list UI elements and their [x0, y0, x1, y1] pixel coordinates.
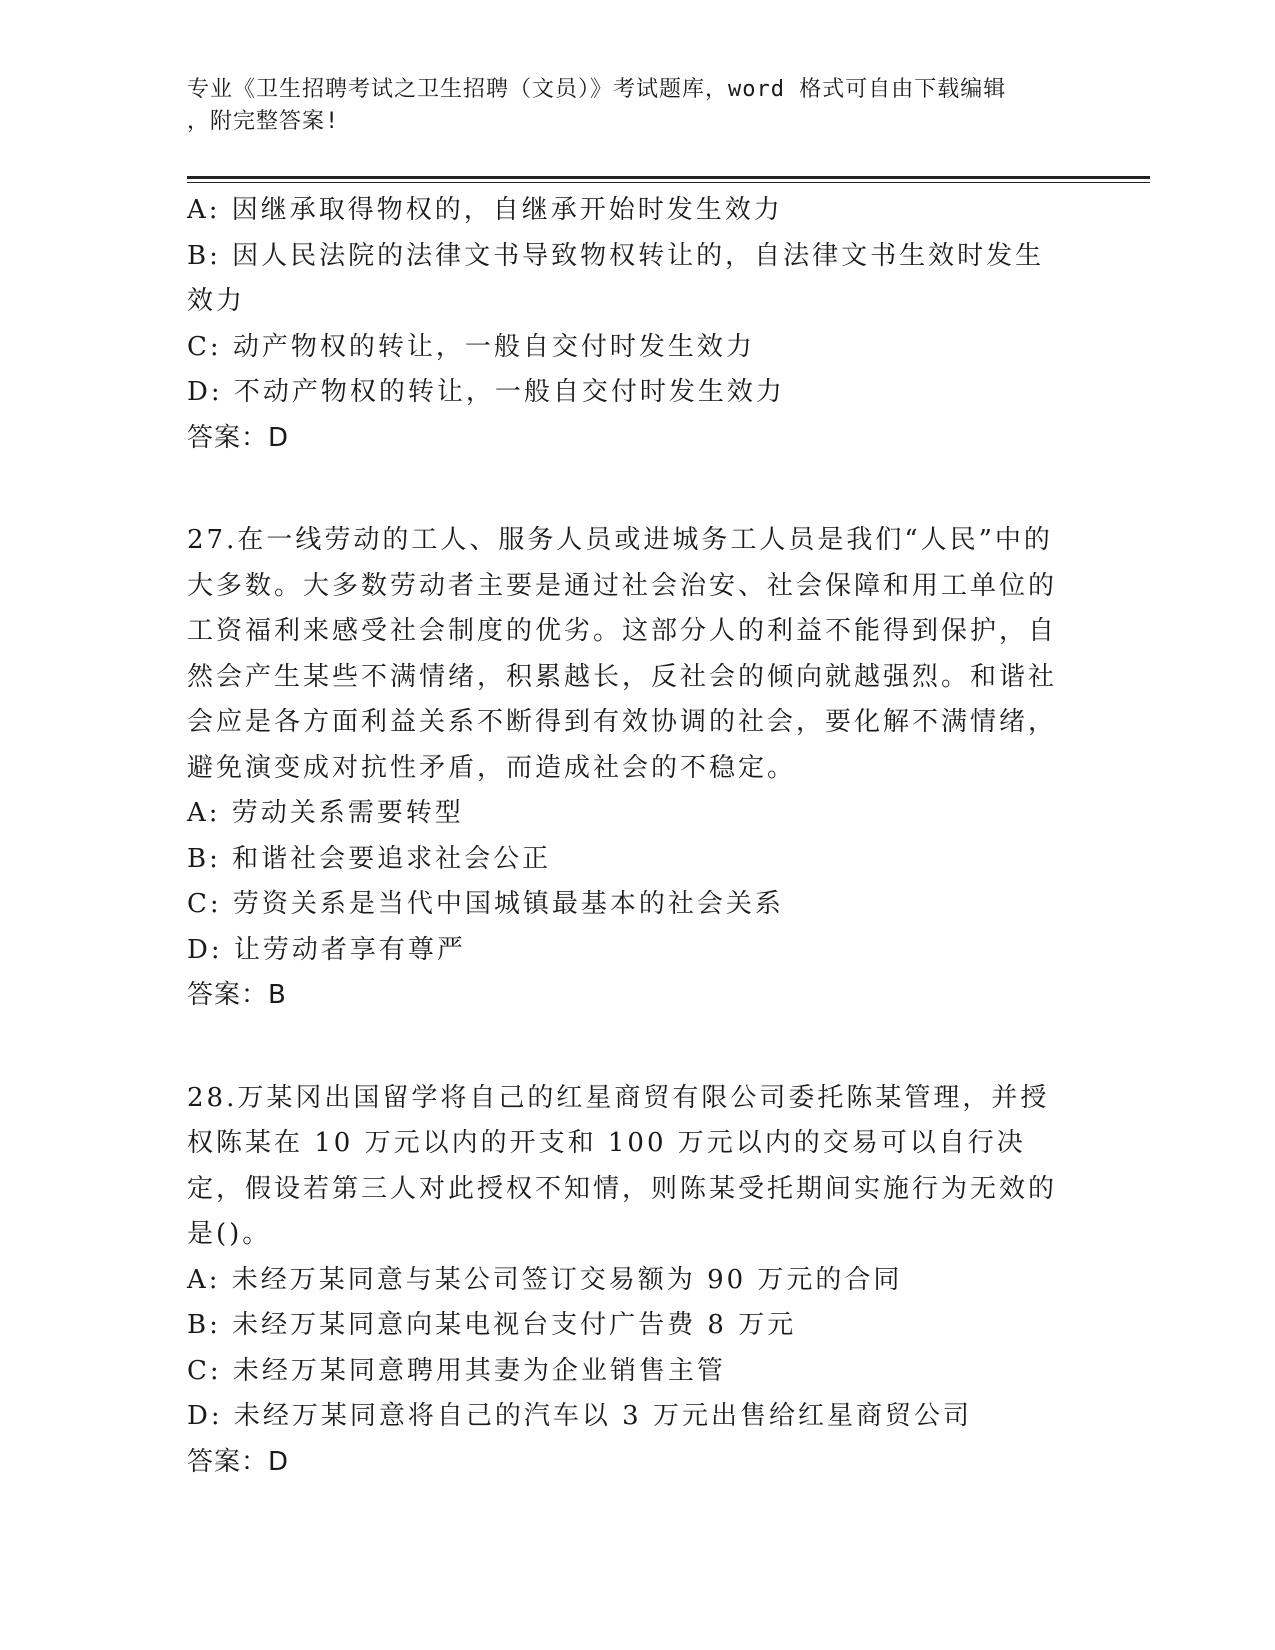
question-27	[187, 518, 1072, 1019]
q27-stem: 27.在一线劳动的工人、服务人员或进城务工人员是我们“人民”中的大多数。大多数劳动者主要是通过社会治安、社会保障和用工单位的工资福利来感受社会制度的优劣。这部分人的利益不能得到保护，自然会产生某些不满情绪，积累越长，反社会的倾向就越强烈。和谐社会应是各方面利益关系不断得到有效协调的社会，要化解不满情绪，避免演变成对抗性矛盾，而造成社会的不稳定。	[187, 525, 1058, 783]
header-line-1: 专业《卫生招聘考试之卫生招聘（文员）》考试题库，word 格式可自由下载编辑	[187, 77, 1007, 102]
q27-option-b: B: 和谐社会要追求社会公正	[187, 843, 552, 874]
q27-answer: 答案：B	[187, 980, 287, 1010]
header-divider-thin	[187, 182, 1150, 183]
q26-option-b: B: 因人民法院的法律文书导致物权转让的，自法律文书生效时发生效力	[187, 240, 1045, 316]
q28-option-d: D: 未经万某同意将自己的汽车以 3 万元出售给红星商贸公司	[187, 1401, 972, 1431]
q27-option-a: A: 劳动关系需要转型	[187, 798, 464, 828]
q26-answer: 答案：D	[187, 422, 290, 453]
document-header	[187, 74, 1067, 138]
q28-option-b: B: 未经万某同意向某电视台支付广告费 8 万元	[187, 1310, 797, 1340]
q26-option-c: C: 动产物权的转让，一般自交付时发生效力	[187, 331, 755, 362]
question-28	[187, 1076, 1072, 1486]
q27-option-d: D: 让劳动者享有尊严	[187, 934, 466, 965]
header-divider-thick	[187, 176, 1150, 179]
spacer	[187, 461, 1072, 518]
q26-option-a: A: 因继承取得物权的，自继承开始时发生效力	[187, 195, 783, 225]
q28-option-c: C: 未经万某同意聘用其妻为企业销售主管	[187, 1355, 726, 1386]
q26-option-d: D: 不动产物权的转让，一般自交付时发生效力	[187, 377, 785, 407]
q27-option-c: C: 劳资关系是当代中国城镇最基本的社会关系	[187, 889, 784, 919]
q28-answer: 答案：D	[187, 1446, 290, 1477]
question-26-continuation	[187, 188, 1072, 461]
header-line-2: ，附完整答案!	[187, 109, 340, 134]
document-body	[187, 188, 1072, 1485]
q28-option-a: A: 未经万某同意与某公司签订交易额为 90 万元的合同	[187, 1264, 903, 1295]
q28-stem: 28.万某冈出国留学将自己的红星商贸有限公司委托陈某管理，并授权陈某在 10 万元以内的开支和 100 万元以内的交易可以自行决定，假设若第三人对此授权不知情，则陈某受托期间实施行为无效的是()。	[187, 1082, 1058, 1249]
spacer	[187, 1019, 1072, 1076]
